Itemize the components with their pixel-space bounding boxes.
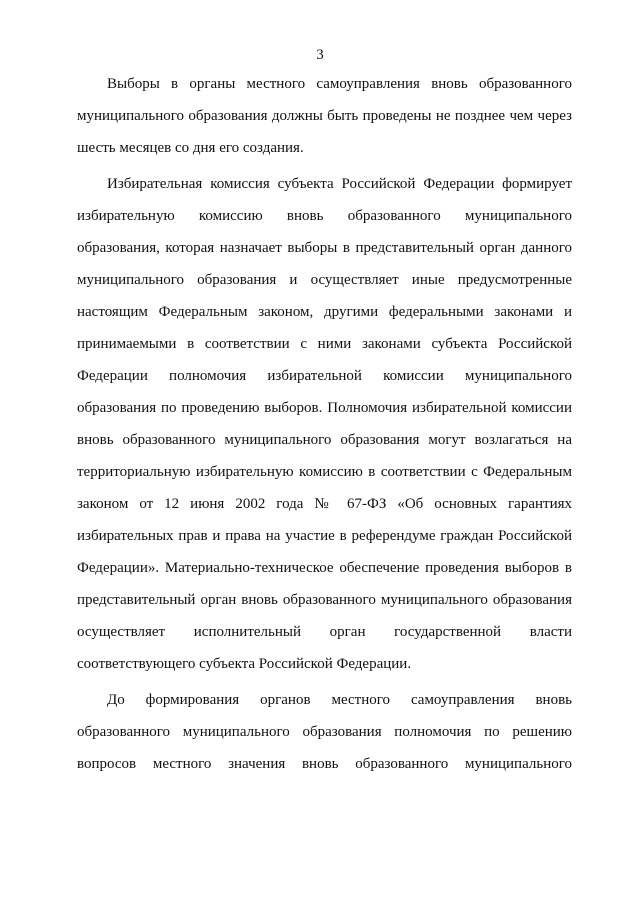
paragraph-election-commission: Избирательная комиссия субъекта Российской Федерации формирует избирательную комиссию вновь образованного муниципального образования, которая назначает выборы в представительный орган данного муниципального образования и осуществляет иные предусмотренные настоящим Федеральным законом, другими федеральными законами и принимаемыми в соответствии с ними законами субъекта Российской Федерации полномочия избирательной комиссии муниципального образования по проведению выборов. Полномочия избирательной комиссии вновь образованного муниципального образования могут возлагаться на территориальную избирательную комиссию в соответствии с Федеральным законом от 12 июня 2002 года № 67-ФЗ «Об основных гарантиях избирательных прав и права на участие в референдуме граждан Российской Федерации». Материально-техническое обеспечение проведения выборов в представительный орган вновь образованного муниципального образования осуществляет исполнительный орган государственной власти соответствующего субъекта Российской Федерации.: [77, 176, 572, 672]
document-body: [77, 68, 572, 784]
paragraph-elections-deadline: Выборы в органы местного самоуправления вновь образованного муниципального образования должны быть проведены не позднее чем через шесть месяцев со дня его создания.: [77, 76, 572, 156]
paragraph-interim-powers: До формирования органов местного самоуправления вновь образованного муниципального образования полномочия по решению вопросов местного значения вновь образованного муниципального: [77, 692, 572, 772]
page-number: 3: [316, 47, 324, 63]
